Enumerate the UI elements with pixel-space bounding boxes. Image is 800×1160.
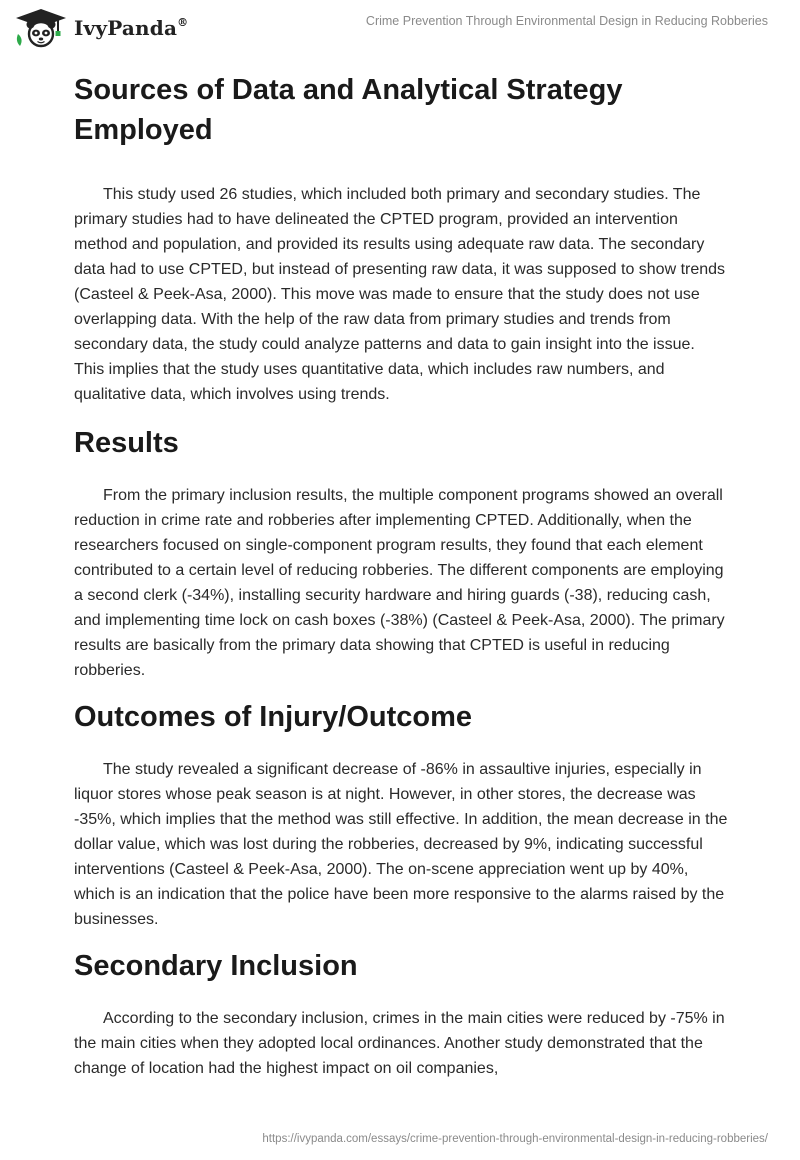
page-header (0, 0, 800, 56)
ivypanda-logo[interactable] (14, 8, 188, 48)
section-results (74, 423, 728, 683)
section-paragraph: According to the secondary inclusion, crimes in the main cities were reduced by -75% in the main cities when they adopted local ordinances. Another study demonstrated that the change of location had the highest impact on oil companies, (74, 1010, 725, 1077)
section-paragraph: This study used 26 studies, which included both primary and secondary studies. The primary studies had to have delineated the CPTED program, provided an intervention method and population, and provided its results using adequate raw data. The secondary data had to use CPTED, but instead of presenting raw data, it was supposed to show trends (Casteel & Peek-Asa, 2000). This move was made to ensure that the study does not use overlapping data. With the help of the raw data from primary studies and trends from secondary data, the study could analyze patterns and data to gain insight into the issue. This implies that the study uses quantitative data, which includes raw numbers, and qualitative data, which involves using trends. (74, 186, 726, 403)
section-heading: Sources of Data and Analytical Strategy Employed (74, 74, 623, 146)
essay-content (74, 70, 728, 1081)
section-heading: Results (74, 427, 179, 459)
section-heading: Outcomes of Injury/Outcome (74, 701, 472, 733)
section-sources-of-data (74, 70, 728, 407)
section-paragraph: The study revealed a significant decrease of -86% in assaultive injuries, especially in liquor stores whose peak season is at night. However, in other stores, the decrease was -35%, which implies that the method was still effective. In addition, the mean decrease in the dollar value, which was lost during the robberies, decreased by 9%, indicating successful interventions (Casteel & Peek-Asa, 2000). The on-scene appreciation went up by 40%, which is an indication that the police have been more responsive to the alarms raised by the businesses. (74, 761, 728, 928)
section-heading: Secondary Inclusion (74, 950, 358, 982)
section-paragraph: From the primary inclusion results, the multiple component programs showed an overall reduction in crime rate and robberies after implementing CPTED. Additionally, when the researchers focused on single-component program results, they found that each element contributed to a certain level of reducing robberies. The different components are employing a second clerk (-34%), installing security hardware and hiring guards (-38), reducing cash, and implementing time lock on cash boxes (-38%) (Casteel & Peek-Asa, 2000). The primary results are basically from the primary data showing that CPTED is useful in reducing robberies. (74, 487, 725, 679)
source-url-link[interactable]: https://ivypanda.com/essays/crime-prevention-through-environmental-design-in-reducing-robberies/ (262, 1133, 768, 1145)
section-secondary-inclusion (74, 946, 728, 1081)
brand-name: IvyPanda® (74, 16, 189, 40)
document-title: Crime Prevention Through Environmental Design in Reducing Robberies (365, 14, 768, 28)
panda-graduate-icon (14, 8, 68, 48)
section-outcomes-of-injury (74, 697, 728, 932)
